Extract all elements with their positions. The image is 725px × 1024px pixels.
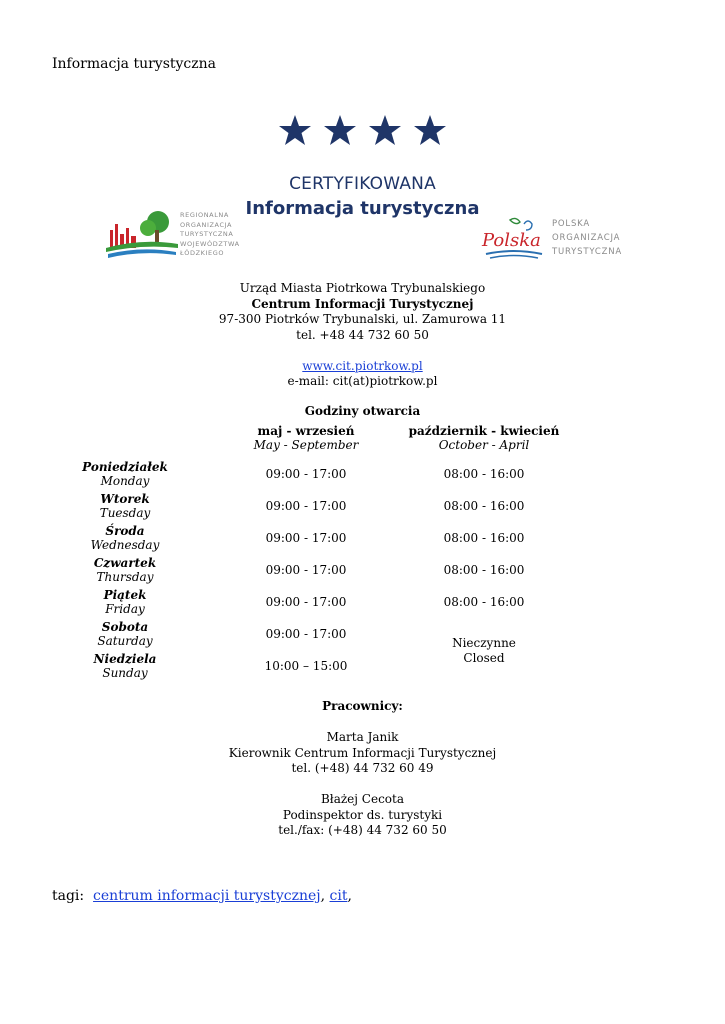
hours-cell: 09:00 - 17:00 xyxy=(265,499,347,513)
address: 97-300 Piotrków Trybunalski, ul. Zamurowa 11 xyxy=(218,312,507,326)
hours-cell: 10:00 – 15:00 xyxy=(264,659,348,673)
logo-certified-text: CERTYFIKOWANA xyxy=(289,174,436,194)
tags-line: tagi: centrum informacji turystycznej, cit, xyxy=(52,888,352,904)
page-title: Informacja turystyczna xyxy=(52,56,216,72)
hours-cell: 08:00 - 16:00 xyxy=(443,531,525,545)
hours-cell: 08:00 - 16:00 xyxy=(443,467,525,481)
day-row-label: Wtorek Tuesday xyxy=(99,492,151,520)
day-row-label: Czwartek Thursday xyxy=(93,556,157,584)
opening-hours-header: Godziny otwarcia xyxy=(304,404,421,418)
day-row-label: Poniedziałek Monday xyxy=(82,460,168,488)
staff-block xyxy=(0,699,725,839)
rot-lodz-logo-icon xyxy=(106,208,178,260)
staff-role: Kierownik Centrum Informacji Turystycznej xyxy=(228,745,497,760)
staff-role: Podinspektor ds. turystyki xyxy=(282,807,443,822)
center-name: Centrum Informacji Turystycznej xyxy=(251,296,474,311)
svg-text:Polska: Polska xyxy=(482,230,541,251)
hours-cell: 08:00 - 16:00 xyxy=(443,499,525,513)
email: e-mail: cit(at)piotrkow.pl xyxy=(287,374,438,388)
staff-name: Błażej Cecota xyxy=(320,792,405,806)
contact-block xyxy=(0,281,725,390)
day-row-label: Niedziela Sunday xyxy=(93,652,157,680)
hours-cell: 09:00 - 17:00 xyxy=(265,531,347,545)
pot-logo-text: POLSKA ORGANIZACJA TURYSTYCZNA xyxy=(552,219,623,257)
tags-label: tagi: xyxy=(52,888,85,904)
staff-header: Pracownicy: xyxy=(322,699,403,713)
day-row-label: Piątek Friday xyxy=(103,588,147,616)
weekend-closed-cell: Nieczynne Closed xyxy=(452,636,516,665)
website-link[interactable]: www.cit.piotrkow.pl xyxy=(302,358,423,373)
rot-lodz-logo-text: REGIONALNA ORGANIZACJA TURYSTYCZNA WOJEWÓDZTWA ŁÓDZKIEGO xyxy=(180,211,240,258)
day-row-label: Sobota Saturday xyxy=(97,620,153,648)
season1-header: maj - wrzesień May - September xyxy=(253,424,359,452)
staff-phone: tel./fax: (+48) 44 732 60 50 xyxy=(278,823,447,837)
hours-cell: 09:00 - 17:00 xyxy=(265,595,347,609)
staff-phone: tel. (+48) 44 732 60 49 xyxy=(291,761,434,775)
staff-name: Marta Janik xyxy=(326,730,399,744)
day-row-label: Środa Wednesday xyxy=(90,524,160,552)
hours-cell: 09:00 - 17:00 xyxy=(265,627,347,641)
hours-cell: 08:00 - 16:00 xyxy=(443,563,525,577)
tag-link[interactable]: cit xyxy=(329,888,348,904)
hours-cell: 09:00 - 17:00 xyxy=(265,467,347,481)
four-stars-icon xyxy=(278,114,448,148)
hours-cell: 08:00 - 16:00 xyxy=(443,595,525,609)
polska-pot-logo-icon xyxy=(480,216,546,262)
phone: tel. +48 44 732 60 50 xyxy=(296,327,429,342)
hours-cell: 09:00 - 17:00 xyxy=(265,563,347,577)
office-name: Urząd Miasta Piotrkowa Trybunalskiego xyxy=(239,281,486,295)
tag-link[interactable]: centrum informacji turystycznej xyxy=(93,888,321,904)
logo-info-text: Informacja turystyczna xyxy=(245,198,480,219)
season2-header: październik - kwiecień October - April xyxy=(408,424,560,452)
